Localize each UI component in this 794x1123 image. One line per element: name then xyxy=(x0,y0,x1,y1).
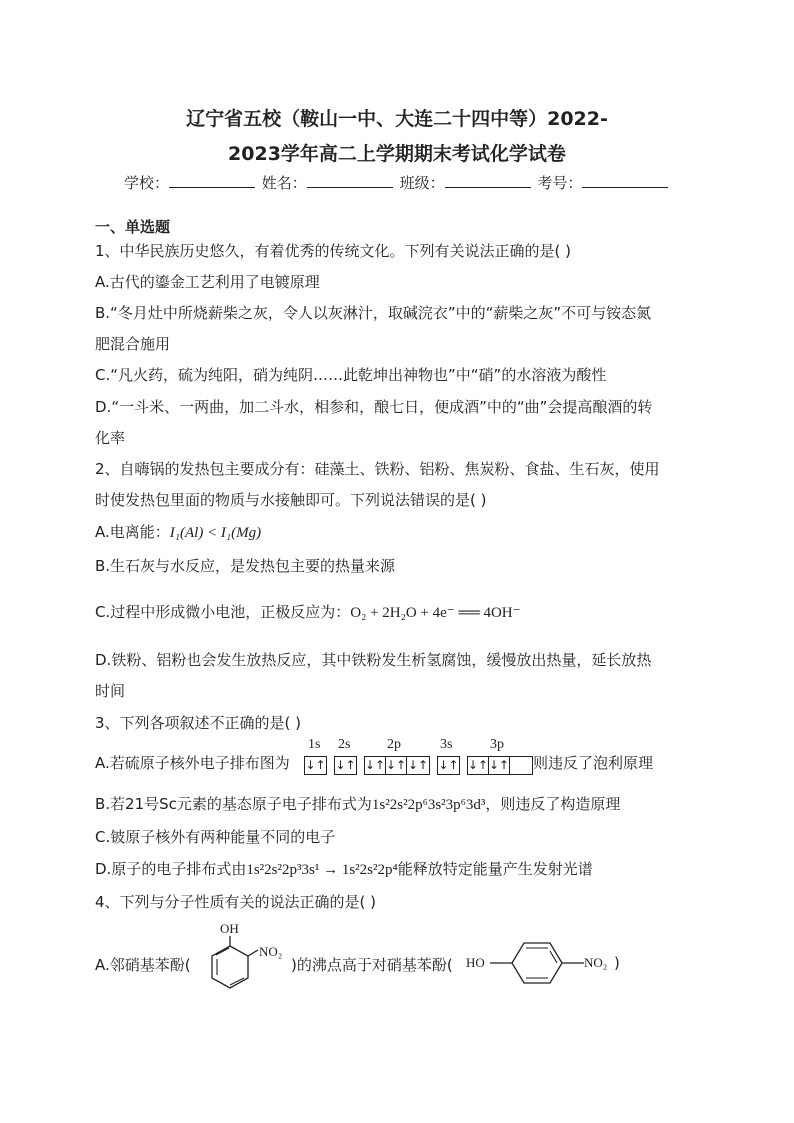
orbital-cell: ↓↑ xyxy=(489,758,510,772)
q3-option-a-conclusion: 则违反了泡利原理 xyxy=(533,754,654,772)
q2-option-a xyxy=(95,521,261,542)
school-field[interactable] xyxy=(169,173,255,188)
exam-no-label: 考号： xyxy=(537,174,583,192)
orbital-cell: ↓↑ xyxy=(407,758,429,772)
q1-option-b-line1: B.“冬月灶中所烧薪柴之灰，令人以灰淋汁，取碱浣衣”中的“薪柴之灰”不可与铵态氮 xyxy=(95,304,652,322)
orbital-label-2p: 2p xyxy=(387,737,401,752)
orbital-cell: ↓↑ xyxy=(335,758,356,772)
q3-option-c: C.铍原子核外有两种能量不同的电子 xyxy=(95,828,336,846)
oh-group-label: OH xyxy=(220,921,239,936)
q2-option-b: B.生石灰与水反应，是发热包主要的热量来源 xyxy=(95,557,396,575)
orbital-cell: ↓↑ xyxy=(438,758,459,772)
q2-stem-line2: 时使发热包里面的物质与水接触即可。下列说法错误的是( ) xyxy=(95,491,487,509)
orbital-box-2p xyxy=(364,756,430,775)
ho-group-label: HO xyxy=(466,955,485,970)
school-label: 学校： xyxy=(124,174,170,192)
orbital-cell: ↓↑ xyxy=(305,758,326,772)
excitation-formula: 1s²2s²2p³3s¹ → 1s²2s²2p⁴ xyxy=(246,862,398,878)
paper-title-line1: 辽宁省五校（鞍山一中、大连二十四中等）2022- xyxy=(186,108,608,130)
orbital-box-3p xyxy=(467,756,533,775)
q3-stem: 3、下列各项叙述不正确的是( ) xyxy=(95,714,302,732)
q4-option-a-end: ) xyxy=(614,954,620,972)
benzene-ring-para xyxy=(488,935,588,991)
benzene-ring-ortho xyxy=(200,930,283,1000)
q2-option-c-text: C.过程中形成微小电池，正极反应为： xyxy=(95,603,351,621)
orbital-label-3s: 3s xyxy=(440,737,453,752)
no2-group-label-ortho: NO₂ xyxy=(259,944,283,959)
q3-option-b-text: B.若21号Sc元素的基态原子电子排布式为 xyxy=(95,795,372,813)
q3-option-d xyxy=(95,858,593,879)
class-field[interactable] xyxy=(445,173,531,188)
q1-option-d-line2: 化率 xyxy=(95,429,126,447)
orbital-box-2s xyxy=(334,756,357,775)
ionization-energy-formula: I₁(Al) < I₁(Mg) xyxy=(169,525,262,541)
info-line xyxy=(124,172,670,193)
orbital-label-1s: 1s xyxy=(308,737,321,752)
name-field[interactable] xyxy=(307,173,393,188)
q3-option-d-text: D.原子的电子排布式由 xyxy=(95,860,247,878)
q3-option-d-conclusion: 能释放特定能量产生发射光谱 xyxy=(397,860,593,878)
q2-option-d-line2: 时间 xyxy=(95,682,126,700)
orbital-cell xyxy=(510,757,532,774)
orbital-box-1s xyxy=(304,756,327,775)
section-heading: 一、单选题 xyxy=(95,218,171,236)
orbital-cell: ↓↑ xyxy=(365,758,386,772)
q2-stem-line1: 2、自嗨锅的发热包主要成分有：硅藻土、铁粉、铝粉、焦炭粉、食盐、生石灰，使用 xyxy=(95,460,660,478)
orbital-cell: ↓↑ xyxy=(468,758,489,772)
q3-option-b-conclusion: ，则违反了构造原理 xyxy=(485,795,621,813)
orbital-cell: ↓↑ xyxy=(386,758,407,772)
q1-stem: 1、中华民族历史悠久，有着优秀的传统文化。下列有关说法正确的是( ) xyxy=(95,242,572,260)
q3-option-a-text: A.若硫原子核外电子排布图为 xyxy=(95,754,290,772)
exam-no-field[interactable] xyxy=(582,173,668,188)
cathode-reaction-formula: O₂ + 2H₂O + 4e⁻ ══ 4OH⁻ xyxy=(350,605,521,621)
q4-option-a-middle: )的沸点高于对硝基苯酚( xyxy=(291,956,453,974)
orbital-label-3p: 3p xyxy=(490,737,504,752)
orbital-box-3s xyxy=(437,756,460,775)
q3-option-b xyxy=(95,793,620,814)
sc-configuration: 1s²2s²2p⁶3s²3p⁶3d³ xyxy=(371,797,486,813)
q2-option-a-text: A.电离能： xyxy=(95,523,170,541)
no2-group-label-para: NO₂ xyxy=(584,955,608,970)
class-label: 班级： xyxy=(399,174,445,192)
name-label: 姓名： xyxy=(261,174,307,192)
paper-title-line2: 2023学年高二上学期期末考试化学试卷 xyxy=(228,143,566,165)
q1-option-d-line1: D.“一斗米、一两曲，加二斗水，相参和，酿七日，便成酒”中的“曲”会提高酿酒的转 xyxy=(95,398,653,416)
q1-option-c: C.“凡火药，硫为纯阳，硝为纯阴……此乾坤出神物也”中“硝”的水溶液为酸性 xyxy=(95,366,607,384)
q2-option-d-line1: D.铁粉、铝粉也会发生放热反应，其中铁粉发生析氢腐蚀，缓慢放出热量，延长放热 xyxy=(95,651,652,669)
q4-option-a-text: A.邻硝基苯酚( xyxy=(95,956,191,974)
q1-option-b-line2: 肥混合施用 xyxy=(95,335,171,353)
orbital-label-2s: 2s xyxy=(338,737,351,752)
q4-stem: 4、下列与分子性质有关的说法正确的是( ) xyxy=(95,893,377,911)
q2-option-c xyxy=(95,601,521,622)
q1-option-a: A.古代的鎏金工艺利用了电镀原理 xyxy=(95,273,320,291)
